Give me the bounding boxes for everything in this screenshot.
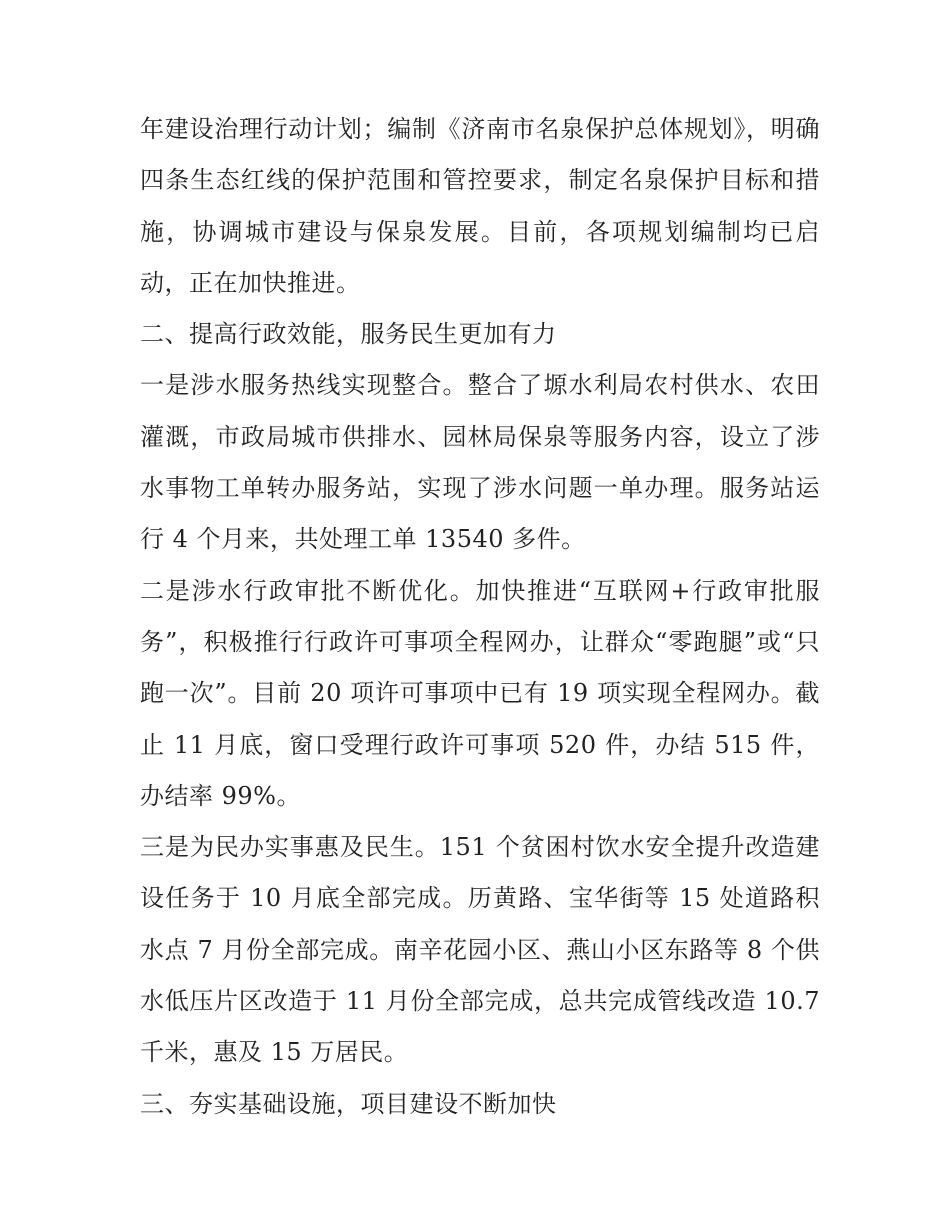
paragraph-hotline-integration: 一是涉水服务热线实现整合。整合了塬水利局农村供水、农田灌溉，市政局城市供排水、园林局保泉等服务内容，设立了涉水事物工单转办服务站，实现了涉水问题一单办理。服务站运行 4 个月来，共处理工单 13540 多件。 (140, 371, 820, 554)
paragraph-plan-continuation: 年建设治理行动计划；编制《济南市名泉保护总体规划》，明确四条生态红线的保护范围和管控要求，制定名泉保护目标和措施，协调城市建设与保泉发展。目前，各项规划编制均已启动，正在加快推进。 (140, 115, 820, 297)
paragraph-livelihood-projects: 三是为民办实事惠及民生。151 个贫困村饮水安全提升改造建设任务于 10 月底全部完成。历黄路、宝华街等 15 处道路积水点 7 月份全部完成。南辛花园小区、燕山小区东路等 8 个供水低压片区改造于 11 月份全部完成，总共完成管线改造 10.7 千米，惠及 15 万居民。 (140, 833, 820, 1067)
paragraph-approval-optimization: 二是涉水行政审批不断优化。加快推进“互联网+行政审批服务”，积极推行行政许可事项全程网办，让群众“零跑腿”或“只跑一次”。目前 20 项许可事项中已有 19 项实现全程网办。截止 11 月底，窗口受理行政许可事项 520 件，办结 515 件，办结率 99%。 (140, 576, 820, 810)
document-body (140, 104, 820, 1130)
section-heading-3: 三、夯实基础设施，项目建设不断加快 (140, 1089, 557, 1118)
section-heading-2: 二、提高行政效能，服务民生更加有力 (140, 320, 557, 349)
